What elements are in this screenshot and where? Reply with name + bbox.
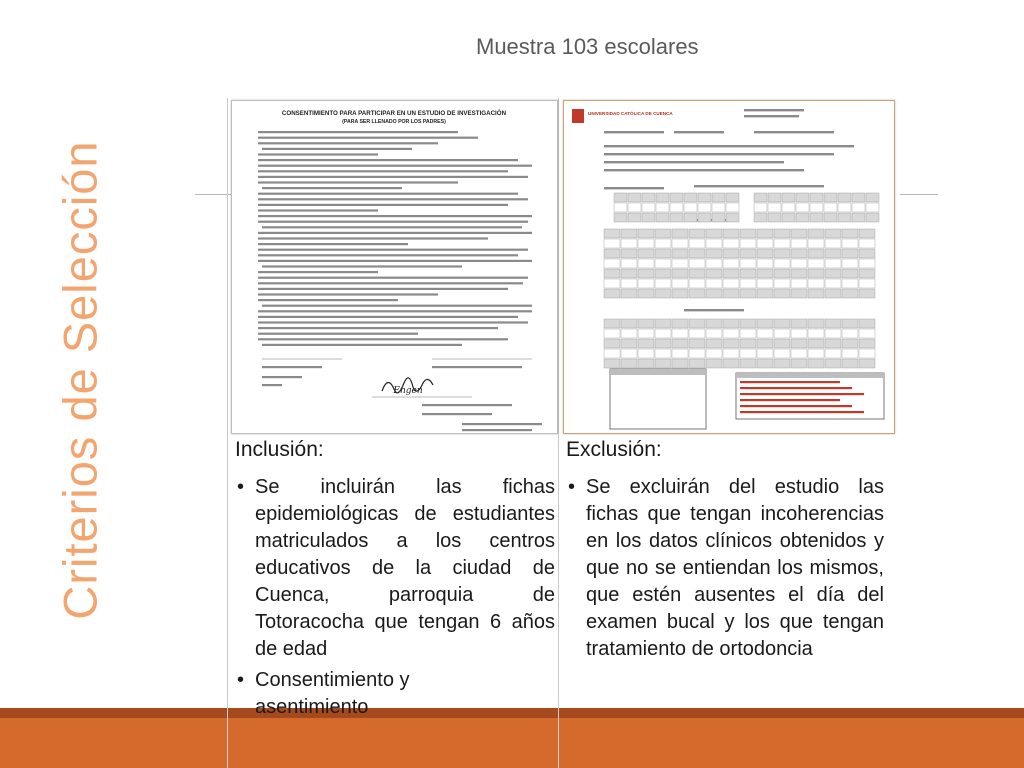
inclusion-title: Inclusión: — [235, 438, 324, 461]
consent-subheading: (PARA SER LLENADO POR LOS PADRES) — [342, 119, 446, 125]
inclusion-list — [235, 474, 555, 721]
inclusion-item: • Consentimiento y asentimiento — [235, 667, 465, 721]
divider-line-right — [900, 194, 938, 195]
column-line-left — [227, 98, 228, 768]
clinical-form-image — [563, 100, 895, 434]
column-line-middle — [558, 98, 559, 768]
footer-bar — [0, 718, 1024, 768]
inclusion-item: • Se incluirán las fichas epidemiológicas de estudiantes matriculados a los centros educativos de la ciudad de Cuenca, parroquia de Totoracocha que tengan 6 años de edad — [235, 474, 555, 663]
consent-form-image — [231, 100, 558, 434]
slide-title: Criterios de Selección — [53, 140, 107, 620]
exclusion-item: • Se excluirán del estudio las fichas que tengan incoherencias en los datos clínicos obtenidos y que no se entiendan los mismos, que estén ausentes el día del examen bucal y los que tengan tratamiento de ortodoncia — [566, 474, 884, 663]
slide-subtitle: Muestra 103 escolares — [476, 34, 699, 59]
exclusion-section — [566, 432, 884, 667]
exclusion-title: Exclusión: — [566, 438, 662, 461]
exclusion-list — [566, 474, 884, 663]
signature-text: Engen — [393, 386, 423, 396]
university-name: UNIVERSIDAD CATÓLICA DE CUENCA — [588, 111, 673, 116]
university-logo-icon — [572, 109, 584, 123]
inclusion-section — [235, 432, 555, 725]
consent-heading: CONSENTIMIENTO PARA PARTICIPAR EN UN ESTUDIO DE INVESTIGACIÓN — [281, 110, 507, 117]
divider-line-left — [195, 194, 231, 195]
